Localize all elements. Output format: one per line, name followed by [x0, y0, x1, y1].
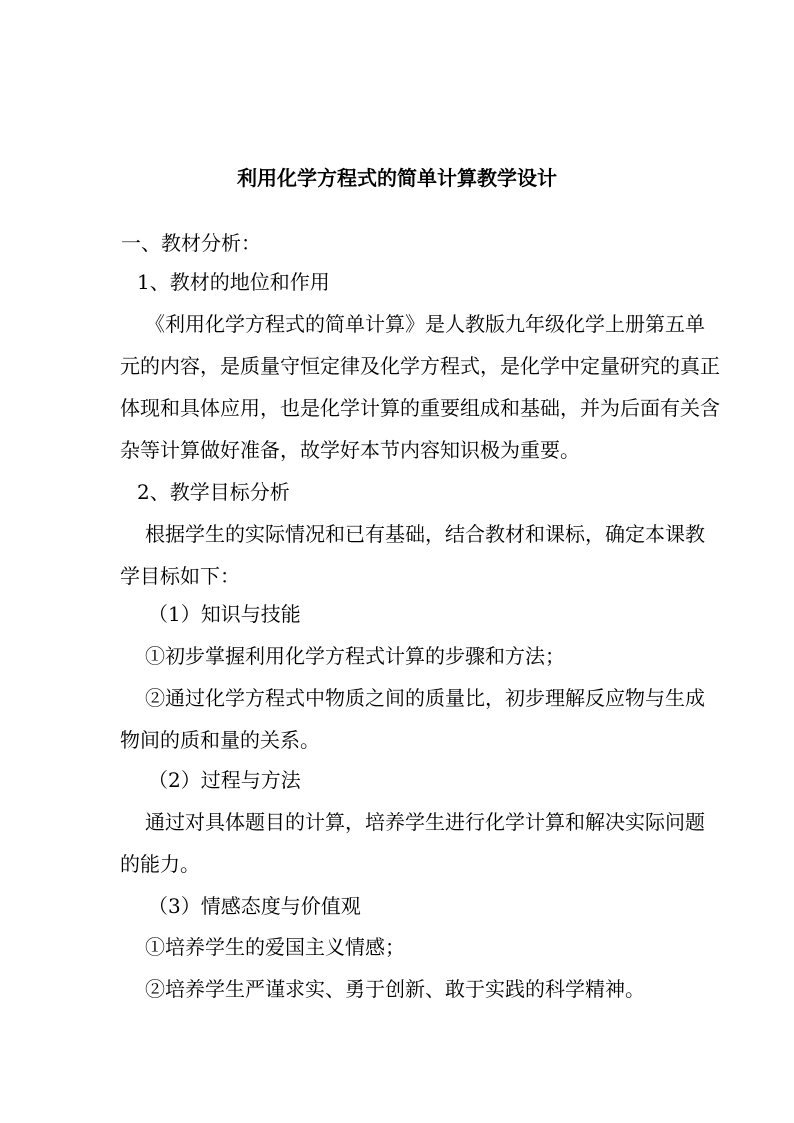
document-title: 利用化学方程式的简单计算教学设计 — [237, 166, 557, 190]
paragraph-line: 杂等计算做好准备，故学好本节内容知识极为重要。 — [120, 438, 580, 462]
goal-heading-knowledge-skills: （1）知识与技能 — [148, 602, 301, 626]
goal-list-item: ②通过化学方程式中物质之间的质量比，初步理解反应物与生成 — [145, 686, 705, 710]
paragraph-line: 学目标如下： — [120, 564, 240, 588]
subheading-position-and-role: 1、教材的地位和作用 — [137, 270, 330, 294]
goal-list-item: ①初步掌握利用化学方程式计算的步骤和方法； — [145, 644, 565, 668]
paragraph-line: 通过对具体题目的计算，培养学生进行化学计算和解决实际问题 — [145, 810, 705, 834]
subheading-teaching-goals: 2、教学目标分析 — [137, 480, 290, 504]
paragraph-line: 元的内容，是质量守恒定律及化学方程式，是化学中定量研究的真正 — [120, 354, 720, 378]
section-heading-textbook-analysis: 一、教材分析： — [121, 231, 261, 255]
goal-list-item: ①培养学生的爱国主义情感； — [145, 935, 405, 959]
paragraph-line: 根据学生的实际情况和已有基础，结合教材和课标，确定本课教 — [145, 522, 705, 546]
paragraph-line: 体现和具体应用，也是化学计算的重要组成和基础，并为后面有关含 — [120, 396, 720, 420]
goal-heading-attitudes-values: （3）情感态度与价值观 — [148, 894, 361, 918]
goal-heading-process-methods: （2）过程与方法 — [148, 768, 301, 792]
goal-list-item: ②培养学生严谨求实、勇于创新、敢于实践的科学精神。 — [145, 977, 645, 1001]
paragraph-line: 《利用化学方程式的简单计算》是人教版九年级化学上册第五单 — [145, 312, 705, 336]
paragraph-line: 的能力。 — [120, 852, 200, 876]
goal-list-item-continuation: 物间的质和量的关系。 — [120, 728, 320, 752]
